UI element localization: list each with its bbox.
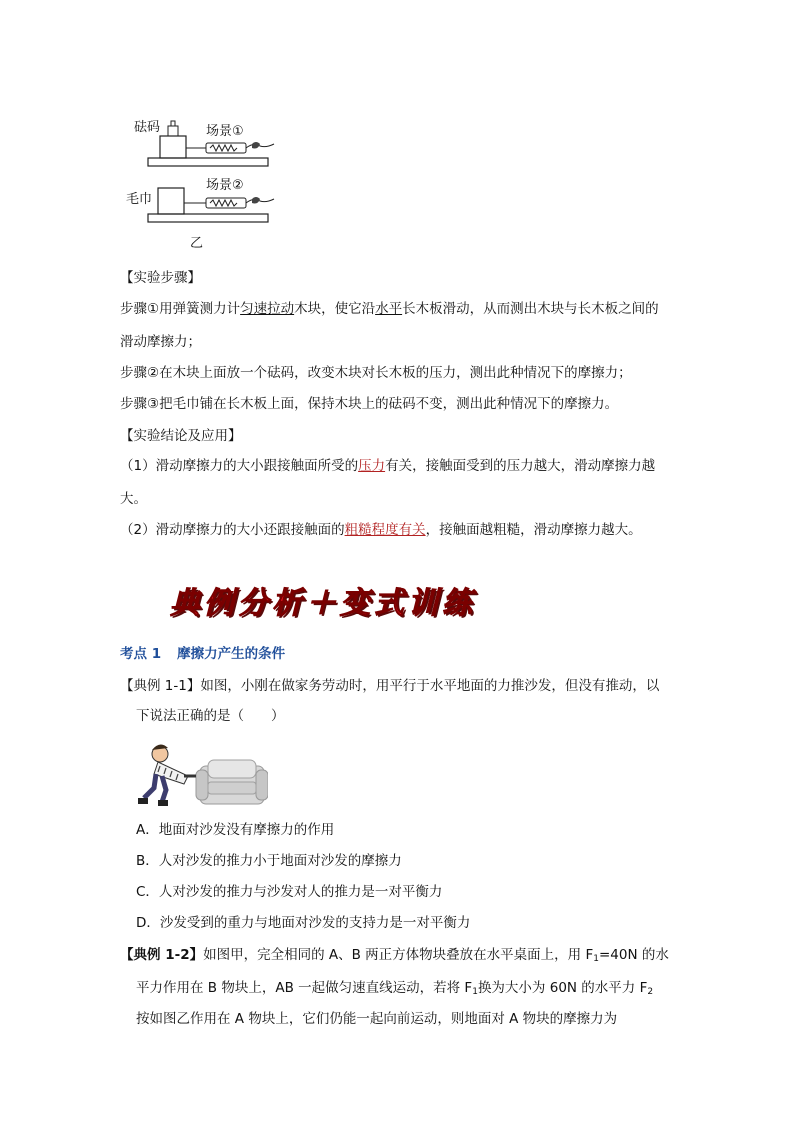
conclusion-2	[120, 520, 642, 540]
step1-underline-1: 匀速拉动	[240, 301, 295, 317]
example1-option-a: A．地面对沙发没有摩擦力的作用	[136, 822, 335, 838]
example2-l1-text-b: =40N 的水	[598, 947, 669, 963]
step1-text-a: 步骤①用弹簧测力计	[120, 301, 241, 317]
example1-option-d: D．沙发受到的重力与地面对沙发的支持力是一对平衡力	[136, 915, 471, 931]
example1-question	[120, 676, 659, 696]
step-2: 步骤②在木块上面放一个砝码，改变木块对长木板的压力，测出此种情况下的摩擦力；	[120, 365, 632, 381]
example2-l2-sub: 1	[472, 987, 478, 997]
example2-line-2	[136, 978, 653, 1002]
example2-l2-text-a: 平力作用在 B 物块上，AB 一起做匀速直线运动，若将 F	[136, 980, 473, 996]
conclusion2-text-a: （2）滑动摩擦力的大小还跟接触面的	[120, 522, 345, 538]
step1-underline-2: 水平	[375, 301, 403, 317]
conclusion1-text-b: 有关，接触面受到的压力越大，滑动摩擦力越	[385, 458, 656, 474]
conclusion-1	[120, 456, 655, 476]
step1-text-c: 长木板滑动，从而测出木块与长木板之间的	[402, 301, 659, 317]
example2-l1-sub: 1	[593, 954, 599, 964]
conclusion1-answer: 压力	[358, 458, 386, 474]
example1-text-a: 如图，小刚在做家务劳动时，用平行于水平地面的力推沙发，但没有推动，以	[200, 678, 660, 694]
conclusion1-text-a: （1）滑动摩擦力的大小跟接触面所受的	[120, 458, 359, 474]
step-1-cont: 滑动摩擦力；	[120, 334, 201, 350]
figure-caption: 乙	[190, 236, 204, 251]
scene1-label: 场景①	[206, 124, 244, 139]
conclusion-1-cont: 大。	[120, 491, 147, 507]
towel-label: 毛巾	[126, 192, 153, 207]
example2-tag: 【典例 1-2】	[120, 947, 204, 963]
example2-line-1	[120, 945, 669, 969]
example1-tag: 【典例 1-1】	[120, 678, 201, 694]
conclusion2-answer: 粗糙程度有关	[344, 522, 426, 538]
scene2-label: 场景②	[206, 178, 244, 193]
weight-label: 砝码	[134, 120, 161, 135]
step1-text-b: 木块，使它沿	[294, 301, 376, 317]
example1-option-c: C．人对沙发的推力与沙发对人的推力是一对平衡力	[136, 884, 443, 900]
example2-l2-sub2: 2	[647, 987, 654, 997]
topic-title	[120, 644, 285, 664]
conclusion-heading: 【实验结论及应用】	[120, 428, 242, 444]
example2-l1-text-a: 如图甲，完全相同的 A、B 两正方体物块叠放在水平桌面上，用 F	[203, 947, 594, 963]
boy-pushing-sofa-image	[138, 740, 268, 810]
example1-option-b: B．人对沙发的推力小于地面对沙发的摩擦力	[136, 853, 402, 869]
section-banner: 典例分析＋变式训练	[170, 586, 476, 621]
example2-line-3: 按如图乙作用在 A 物块上，它们仍能一起向前运动，则地面对 A 物块的摩擦力为	[136, 1011, 618, 1027]
step-3: 步骤③把毛巾铺在长木板上面，保持木块上的砝码不变，测出此种情况下的摩擦力。	[120, 396, 619, 412]
example2-l2-text-b: 换为大小为 60N 的水平力 F	[477, 980, 648, 996]
step-1	[120, 299, 659, 319]
topic-label: 考点 1	[120, 646, 162, 662]
example1-question-cont: 下说法正确的是（ ）	[136, 708, 285, 724]
experiment-figure	[126, 108, 290, 253]
conclusion2-text-b: ，接触面越粗糙，滑动摩擦力越大。	[425, 522, 642, 538]
steps-heading: 【实验步骤】	[120, 270, 201, 286]
topic-text: 摩擦力产生的条件	[177, 646, 286, 662]
